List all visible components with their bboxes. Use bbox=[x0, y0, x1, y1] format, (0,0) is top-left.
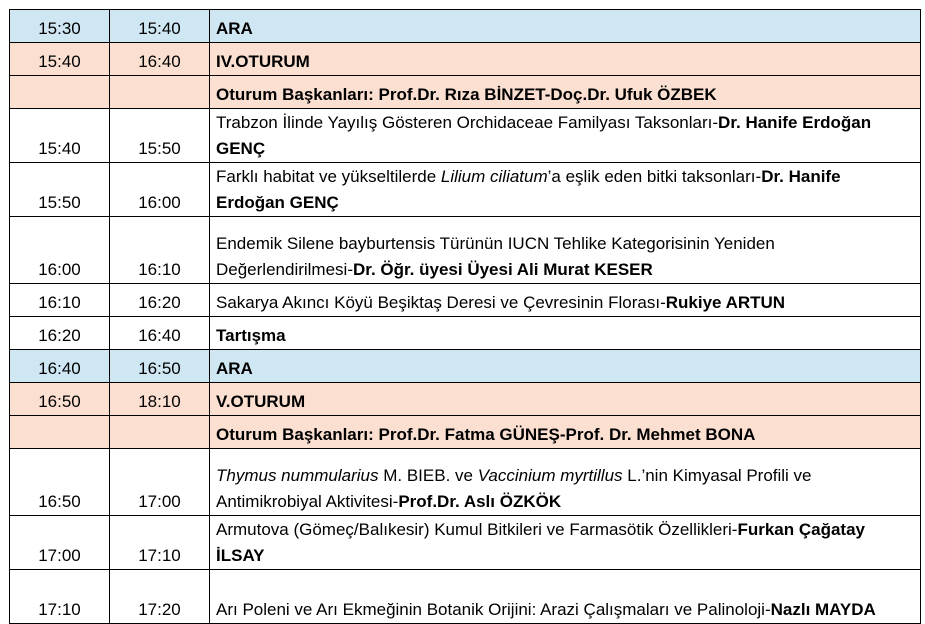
start-time bbox=[10, 76, 110, 109]
talk-cell bbox=[210, 516, 921, 570]
table-row bbox=[10, 449, 921, 516]
talk-author: Dr. Hanife Erdoğan GENÇ bbox=[216, 113, 872, 158]
table-row bbox=[10, 10, 921, 43]
start-time bbox=[10, 416, 110, 449]
start-time: 16:50 bbox=[10, 383, 110, 416]
start-time: 16:40 bbox=[10, 350, 110, 383]
discussion-label: Tartışma bbox=[210, 317, 921, 350]
talk-title: L.’nin Kimyasal Profili ve Antimikrobiyal Aktivitesi- bbox=[216, 466, 812, 511]
start-time: 16:50 bbox=[10, 449, 110, 516]
session-title: IV.OTURUM bbox=[210, 43, 921, 76]
end-time: 16:40 bbox=[110, 43, 210, 76]
start-time: 15:30 bbox=[10, 10, 110, 43]
end-time: 15:40 bbox=[110, 10, 210, 43]
start-time: 17:10 bbox=[10, 570, 110, 624]
table-row bbox=[10, 570, 921, 624]
table-row bbox=[10, 383, 921, 416]
end-time: 16:50 bbox=[110, 350, 210, 383]
table-row bbox=[10, 416, 921, 449]
table-row bbox=[10, 43, 921, 76]
start-time: 17:00 bbox=[10, 516, 110, 570]
start-time: 16:10 bbox=[10, 284, 110, 317]
end-time: 16:20 bbox=[110, 284, 210, 317]
talk-author: Rukiye ARTUN bbox=[665, 293, 786, 312]
talk-cell bbox=[210, 217, 921, 284]
table-row bbox=[10, 284, 921, 317]
talk-author: Nazlı MAYDA bbox=[770, 600, 876, 619]
talk-title: Farklı habitat ve yükseltilerde bbox=[216, 167, 441, 186]
start-time: 16:00 bbox=[10, 217, 110, 284]
talk-title: Endemik Silene bayburtensis Türünün IUCN Tehlike Kategorisinin Yeniden Değerlendirilmesi- bbox=[216, 234, 775, 279]
session-chairs: Oturum Başkanları: Prof.Dr. Rıza BİNZET-Doç.Dr. Ufuk ÖZBEK bbox=[210, 76, 921, 109]
talk-title: Sakarya Akıncı Köyü Beşiktaş Deresi ve Çevresinin Florası- bbox=[216, 293, 666, 312]
talk-author: Dr. Hanife Erdoğan GENÇ bbox=[216, 167, 841, 212]
end-time bbox=[110, 76, 210, 109]
table-row bbox=[10, 163, 921, 217]
end-time: 17:00 bbox=[110, 449, 210, 516]
table-row bbox=[10, 317, 921, 350]
talk-author: Furkan Çağatay İLSAY bbox=[216, 520, 865, 565]
talk-title: Trabzon İlinde Yayılış Gösteren Orchidaceae Familyası Taksonları- bbox=[216, 113, 719, 132]
end-time: 16:40 bbox=[110, 317, 210, 350]
start-time: 16:20 bbox=[10, 317, 110, 350]
species-name: Lilium ciliatum bbox=[440, 167, 548, 186]
table-row bbox=[10, 109, 921, 163]
talk-title: M. BIEB. ve bbox=[378, 466, 478, 485]
end-time bbox=[110, 416, 210, 449]
species-name: Vaccinium myrtillus bbox=[477, 466, 623, 485]
end-time: 15:50 bbox=[110, 109, 210, 163]
talk-title: Arı Poleni ve Arı Ekmeğinin Botanik Orijini: Arazi Çalışmaları ve Palinoloji- bbox=[216, 600, 771, 619]
table-row bbox=[10, 350, 921, 383]
end-time: 18:10 bbox=[110, 383, 210, 416]
talk-title: Armutova (Gömeç/Balıkesir) Kumul Bitkileri ve Farmasötik Özellikleri- bbox=[216, 520, 738, 539]
break-label: ARA bbox=[210, 350, 921, 383]
session-chairs: Oturum Başkanları: Prof.Dr. Fatma GÜNEŞ-Prof. Dr. Mehmet BONA bbox=[210, 416, 921, 449]
talk-cell bbox=[210, 449, 921, 516]
start-time: 15:40 bbox=[10, 109, 110, 163]
break-label: ARA bbox=[210, 10, 921, 43]
table-row bbox=[10, 76, 921, 109]
talk-cell bbox=[210, 163, 921, 217]
species-name: Thymus nummularius bbox=[216, 466, 379, 485]
talk-cell bbox=[210, 570, 921, 624]
table-row bbox=[10, 217, 921, 284]
talk-cell bbox=[210, 284, 921, 317]
session-title: V.OTURUM bbox=[210, 383, 921, 416]
end-time: 17:20 bbox=[110, 570, 210, 624]
end-time: 16:10 bbox=[110, 217, 210, 284]
table-row bbox=[10, 516, 921, 570]
start-time: 15:40 bbox=[10, 43, 110, 76]
talk-title: ’a eşlik eden bitki taksonları- bbox=[547, 167, 762, 186]
talk-cell bbox=[210, 109, 921, 163]
end-time: 17:10 bbox=[110, 516, 210, 570]
talk-author: Prof.Dr. Aslı ÖZKÖK bbox=[398, 492, 562, 511]
program-table bbox=[9, 9, 921, 624]
end-time: 16:00 bbox=[110, 163, 210, 217]
start-time: 15:50 bbox=[10, 163, 110, 217]
talk-author: Dr. Öğr. üyesi Üyesi Ali Murat KESER bbox=[353, 260, 653, 279]
